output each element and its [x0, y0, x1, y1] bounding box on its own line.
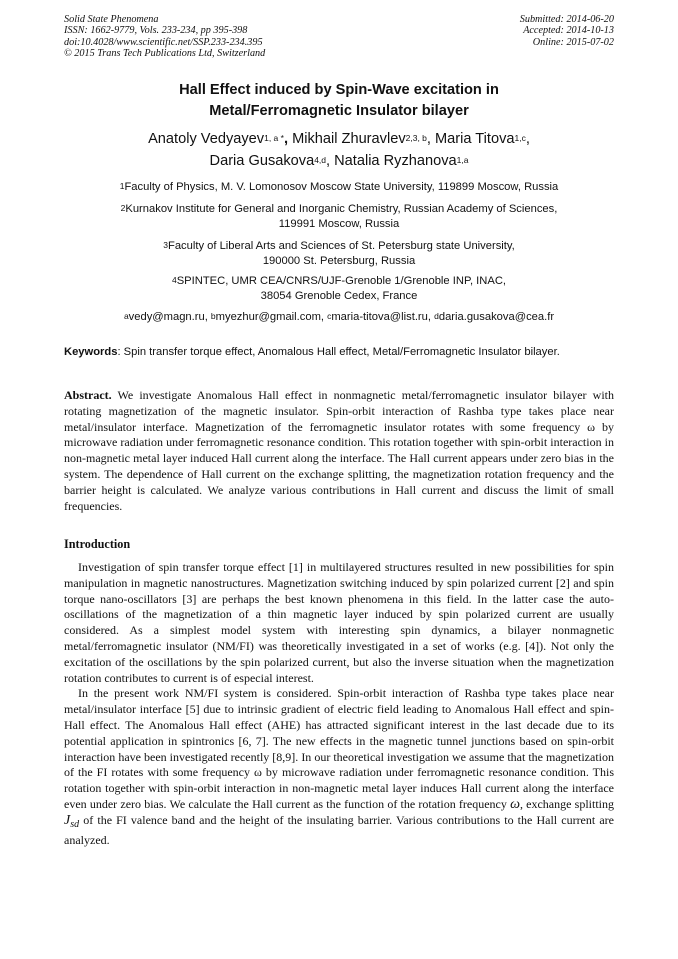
section-heading-introduction: Introduction	[64, 537, 131, 551]
journal-name: Solid State Phenomena	[64, 14, 159, 25]
paper-title	[0, 80, 678, 122]
affiliation-mark: 1	[119, 181, 125, 191]
affiliation-text: 190000 St. Petersburg, Russia	[262, 255, 416, 268]
abstract-label: Abstract.	[64, 388, 112, 402]
affiliation-3	[0, 239, 678, 269]
author-separator: ,	[426, 131, 431, 147]
author-list	[0, 128, 678, 172]
issn-line: ISSN: 1662-9779, Vols. 233-234, pp 395-398	[64, 25, 248, 37]
affiliation-mark: 4	[171, 275, 177, 285]
affiliation-2	[0, 202, 678, 232]
email-address: daria.gusakova@cea.fr	[438, 311, 555, 323]
email-address: myezhur@gmail.com,	[215, 311, 328, 323]
jsd-symbol: J	[64, 812, 71, 828]
introduction-body	[64, 560, 614, 848]
email-mark: c	[327, 311, 332, 321]
affiliation-1	[0, 180, 678, 195]
doi-line: doi:10.4028/www.scientific.net/SSP.233-234.395	[64, 36, 263, 48]
keywords-label: Keywords	[64, 346, 118, 358]
title-line-1: Hall Effect induced by Spin-Wave excitation in	[179, 82, 499, 98]
affiliation-text: Faculty of Physics, M. V. Lomonosov Moscow State University, 119899 Moscow, Russia	[124, 181, 559, 193]
accepted-date: Accepted: 2014-10-13	[523, 25, 614, 37]
jsd-subscript: sd	[70, 818, 80, 830]
author-name: Natalia Ryzhanova	[334, 153, 457, 169]
omega-symbol: ω	[510, 796, 520, 812]
affiliation-text: Kurnakov Institute for General and Inorganic Chemistry, Russian Academy of Sciences,	[125, 203, 558, 215]
author-affiliation-mark: 1,a	[456, 155, 469, 165]
author-name: Anatoly Vedyayev	[148, 131, 265, 147]
affiliation-text: 38054 Grenoble Cedex, France	[260, 290, 418, 303]
email-address: maria-titova@list.ru,	[331, 311, 435, 323]
dates-header	[520, 14, 614, 48]
affiliation-text: Faculty of Liberal Arts and Sciences of St. Petersburg state University,	[167, 240, 515, 252]
abstract-text: We investigate Anomalous Hall effect in nonmagnetic metal/ferromagnetic insulator bilayer with rotating magnetization of the magnetic insulator. Spin-orbit interaction of Rashba type takes place near metal/insulator interface. Magnetization of the ferromagnetic insulator rotates with some frequency ω by microwave radiation under ferromagnetic resonance condition. This rotation together with spin-orbit interaction in non-magnetic metal layer induced Hall current along the interface. The Hall current appears under zero bias in the system. The dependence of Hall current on the exchange splitting, the magnetization rotation frequency and the barrier height is calculated. We analyze various contributions in Hall current and discuss the limit of small frequencies.	[64, 388, 614, 513]
author-line-1	[0, 128, 678, 150]
author-name: Daria Gusakova	[209, 153, 315, 169]
email-line	[0, 310, 678, 325]
author-line-2	[0, 150, 678, 172]
author-separator: ,	[283, 131, 289, 147]
email-address: vedy@magn.ru,	[128, 311, 211, 323]
title-line-2: Metal/Ferromagnetic Insulator bilayer	[209, 103, 469, 119]
author-affiliation-mark: 2,3, b	[405, 133, 427, 143]
introduction-paragraph-1: Investigation of spin transfer torque effect [1] in multilayered structures resulted in new possibilities for spin manipulation in magnetic nanostructures. Magnetization switching induced by spin polarized current [2] and spin torque nano-oscillators [3] are perhaps the best known phenomena in this field. In the latter case the auto-oscillations of the magnetization of a thin magnetic layer induced by spin polarized current are usually considered. As a simplest model system with interesting spin dynamics, a bilayer nonmagnetic metal/ferromagnetic insulator (NM/FI) was theoretically investigated in a set of works (e.g. [4]). Not only the excitation of the oscillations by the spin polarized current, but also the inverse situation when the magnetization rotation contributes to current is of especial interest.	[64, 560, 614, 685]
submitted-date: Submitted: 2014-06-20	[519, 14, 614, 25]
affiliation-mark: 2	[120, 203, 126, 213]
author-affiliation-mark: 4,d	[314, 155, 327, 165]
introduction-paragraph-2: In the present work NM/FI system is considered. Spin-orbit interaction of Rashba type takes place near metal/insulator interface [5] due to intrinsic gradient of electric field leading to Anomalous Hall effect and spin-Hall effect. The Anomalous Hall effect (AHE) has attracted significant interest in the last decade due to its potential application in spintronics [6, 7]. The new effects in the magnetic tunnel junctions based on spin-orbit interaction have been investigated recently [8,9]. In our theoretical investigation we assume that the magnetization of the FI rotates with some frequency ω by microwave radiation under ferromagnetic resonance condition. This rotation together with spin-orbit interaction in non-magnetic metal layer induces Hall current along the interface even under zero bias. We calculate the Hall current as the function of the rotation frequency ω, exchange splitting $J_{sd}$ of the FI valence band and the height of the insulating barrier. Various contributions to the Hall current are analyzed.	[64, 686, 614, 847]
author-name: Mikhail Zhuravlev	[288, 131, 406, 147]
affiliation-text: SPINTEC, UMR CEA/CNRS/UJF-Grenoble 1/Grenoble INP, INAC,	[176, 275, 507, 287]
author-separator: ,	[525, 131, 530, 147]
copyright-line: © 2015 Trans Tech Publications Ltd, Switzerland	[64, 47, 266, 59]
keywords-text: : Spin transfer torque effect, Anomalous Hall effect, Metal/Ferromagnetic Insulator bilayer.	[117, 346, 560, 358]
affiliation-mark: 3	[163, 240, 168, 250]
author-name: Maria Titova	[430, 131, 515, 147]
author-affiliation-mark: 1, a *	[264, 133, 284, 143]
online-date: Online: 2015-07-02	[532, 36, 614, 48]
affiliation-4	[0, 274, 678, 304]
journal-header	[64, 14, 265, 59]
email-mark: d	[434, 311, 439, 321]
email-mark: a	[123, 311, 129, 321]
author-affiliation-mark: 1,c	[514, 133, 526, 143]
email-mark: b	[210, 311, 216, 321]
author-separator: ,	[326, 153, 335, 169]
keywords	[64, 345, 614, 360]
abstract	[64, 388, 614, 514]
affiliation-text: 119991 Moscow, Russia	[278, 218, 400, 231]
